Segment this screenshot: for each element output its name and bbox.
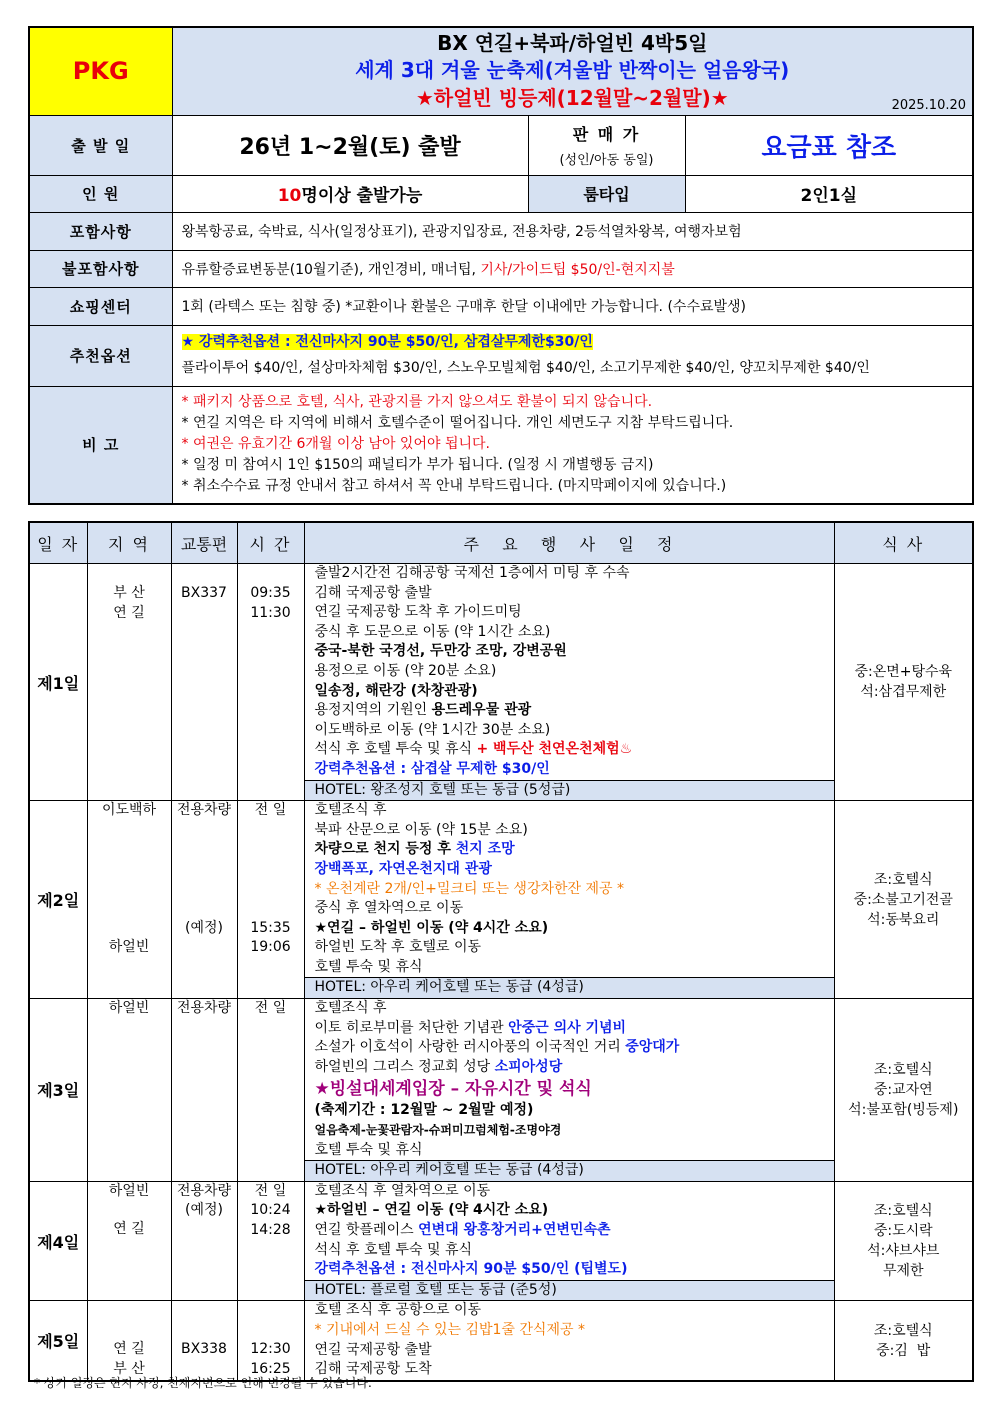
day-time [237, 1181, 304, 1301]
day-meal [834, 1181, 973, 1301]
day-row [29, 999, 973, 1182]
region-text: 하얼빈 [108, 1182, 150, 1199]
price-label [528, 115, 685, 175]
day-label: 제2일 [29, 801, 87, 999]
day-row [29, 801, 973, 999]
col-header-time: 시 간 [237, 522, 304, 564]
itinerary-line: 김해 국제공항 도착 [314, 1361, 432, 1378]
time-text: 전 일 [254, 802, 287, 819]
title-line-1: BX 연길+북파/하얼빈 4박5일 [437, 31, 708, 56]
time-text: 12:30 [250, 1341, 291, 1358]
day-transport [171, 999, 237, 1182]
time-text: 16:25 [250, 1360, 291, 1377]
meal-text: 조:호텔식 [873, 1322, 933, 1339]
note-line: * 일정 미 참여시 1인 $150의 패널티가 부가 됩니다. (일정 시 개별행동 금지) [181, 457, 654, 474]
hotel-line: HOTEL: 플로럴 호텔 또는 동급 (준5성) [305, 1280, 835, 1301]
meal-text: 무제한 [882, 1263, 924, 1280]
itinerary-line: 호텔 조식 후 공항으로 이동 [314, 1302, 482, 1319]
day-time [237, 801, 304, 999]
depart-label: 출 발 일 [29, 115, 172, 175]
day-time [237, 564, 304, 801]
itinerary-line: 연길 국제공항 출발 [314, 1341, 432, 1358]
depart-text: 26년 1~2월(토) 출발 [239, 134, 461, 160]
price-sub-text: (성인/아동 동일) [559, 153, 654, 168]
region-text: 부 산 [113, 1360, 145, 1377]
col-header-itinerary: 주 요 행 사 일 정 [304, 522, 834, 564]
meal-text: 중:소불고기전골 [853, 891, 953, 908]
itinerary-line: 차량으로 천지 등정 후 천지 조망 [314, 841, 515, 858]
itinerary-line: 호텔조식 후 열차역으로 이동 [314, 1182, 491, 1199]
col-header-day: 일 자 [29, 522, 87, 564]
note-line: * 취소수수료 규정 안내서 참고 하셔서 꼭 안내 부탁드립니다. (마지막페이지에 있습니다.) [181, 478, 727, 495]
region-text: 연 길 [113, 604, 145, 621]
time-text: 11:30 [250, 604, 291, 621]
meal-text: 석:샤브샤브 [867, 1243, 940, 1260]
people-label: 인 원 [29, 175, 172, 212]
day-meal [834, 564, 973, 801]
meal-text: 중:도시락 [873, 1223, 933, 1240]
meal-text: 석:불포함(빙등제) [848, 1101, 959, 1118]
schedule-table [28, 521, 974, 1382]
day-time [237, 999, 304, 1182]
day-label: 제3일 [29, 999, 87, 1182]
itinerary-line: 연길 핫플레이스 연변대 왕홍창거리+연변민속촌 [314, 1222, 611, 1238]
day-meal [834, 801, 973, 999]
time-text: 19:06 [250, 939, 291, 956]
hotel-line: HOTEL: 왕조성지 호텔 또는 동급 (5성급) [305, 780, 835, 801]
time-text: 전 일 [254, 1000, 287, 1017]
day-row [29, 1181, 973, 1301]
pkg-text: PKG [72, 57, 129, 86]
day-transport [171, 564, 237, 801]
itinerary-line: 얼음축제-눈꽃관람자-슈퍼미끄럼체험-조명야경 [314, 1123, 562, 1138]
day-time [237, 1301, 304, 1381]
itinerary-line: 용정으로 이동 (약 20분 소요) [314, 662, 497, 679]
pkg-label [29, 27, 172, 115]
time-text: 09:35 [250, 585, 291, 601]
day-transport [171, 801, 237, 999]
itinerary-line: * 온천계란 2개/인+밀크티 또는 생강차한잔 제공 * [314, 880, 624, 897]
itinerary-line: 석식 후 호텔 투숙 및 휴식 + 백두산 천연온천체험♨ [314, 741, 633, 758]
itinerary-line: 하얼빈 도착 후 호텔로 이동 [314, 939, 482, 956]
meal-text: 조:호텔식 [873, 1203, 933, 1220]
day-region [87, 1181, 171, 1301]
transport-text: 전용차량 [176, 802, 232, 819]
day-label: 제5일 [29, 1301, 87, 1381]
time-text: 14:28 [250, 1222, 291, 1238]
option-recommended: ★ 강력추천옵션 : 전신마사지 90분 $50/인, 삼겹살무제한$30/인 [181, 334, 593, 350]
itinerary-line: 중식 후 열차역으로 이동 [314, 900, 464, 917]
note-line: * 여권은 유효기간 6개월 이상 남아 있어야 됩니다. [181, 436, 490, 453]
itinerary-line: 강력추천옵션 : 전신마사지 90분 $50/인 (팁별도) [314, 1261, 628, 1278]
hotel-line: HOTEL: 아우리 케어호텔 또는 동급 (4성급) [305, 1160, 835, 1181]
title-block [172, 27, 973, 115]
itinerary-line: 출발2시간전 김해공항 국제선 1층에서 미팅 후 수속 [314, 565, 630, 581]
shop-label: 쇼핑센터 [29, 287, 172, 325]
meal-text: 조:호텔식 [873, 871, 933, 888]
document-date: 2025.10.20 [891, 97, 967, 113]
col-header-meal: 식 사 [834, 522, 973, 564]
itinerary-line: 용정지역의 기원인 용드레우물 관광 [314, 702, 532, 719]
itinerary-line: 이도백하로 이동 (약 1시간 30분 소요) [314, 721, 551, 738]
itinerary-line: 김해 국제공항 출발 [314, 584, 432, 601]
region-text: 하얼빈 [108, 1000, 150, 1017]
note-label: 비 고 [29, 386, 172, 504]
itinerary-line: 석식 후 호텔 투숙 및 휴식 [314, 1241, 472, 1258]
transport-text: BX337 [181, 585, 227, 601]
day-label: 제4일 [29, 1181, 87, 1301]
day-region [87, 1301, 171, 1381]
option-label: 추천옵션 [29, 325, 172, 386]
itinerary-line: 호텔 투숙 및 휴식 [314, 1141, 423, 1158]
day-transport [171, 1301, 237, 1381]
day-transport [171, 1181, 237, 1301]
note-line: * 연길 지역은 타 지역에 비해서 호텔수준이 떨어집니다. 개인 세면도구 지참 부탁드립니다. [181, 415, 734, 432]
room-label: 룸타입 [528, 175, 685, 212]
transport-text: 전용차량 [176, 1000, 232, 1017]
itinerary-line: 연길 국제공항 도착 후 가이드미팅 [314, 604, 522, 621]
time-text: 15:35 [250, 919, 291, 936]
exclude-value [172, 250, 973, 287]
option-list: 플라이투어 $40/인, 설상마차체험 $30/인, 스노우모빌체험 $40/인, 소고기무제한 $40/인, 양꼬치무제한 $40/인 [181, 360, 870, 376]
price-label-text: 판 매 가 [572, 125, 641, 144]
note-line: * 패키지 상품으로 호텔, 식사, 관광지를 가지 않으셔도 환불이 되지 않습니다. [181, 394, 653, 411]
region-text: 이도백하 [101, 802, 157, 819]
time-text: 10:24 [250, 1202, 291, 1219]
meal-text: 중:김 밥 [876, 1342, 931, 1359]
include-value: 왕복항공료, 숙박료, 식사(일정상표기), 관광지입장료, 전용차량, 2등석열차왕복, 여행자보험 [172, 212, 973, 250]
price-value-text: 요금표 참조 [761, 132, 897, 163]
info-table [28, 26, 974, 505]
itinerary-line: ★하얼빈 – 연길 이동 (약 4시간 소요) [314, 1202, 549, 1219]
day-itinerary [304, 801, 834, 999]
itinerary-line: 북파 산문으로 이동 (약 15분 소요) [314, 821, 528, 838]
exclude-tip-text: 기사/가이드팁 $50/인-현지지불 [480, 261, 675, 278]
itinerary-line: ★연길 – 하얼빈 이동 (약 4시간 소요) [314, 919, 549, 936]
exclude-label: 불포함사항 [29, 250, 172, 287]
day-itinerary [304, 1301, 834, 1381]
itinerary-line: 이토 히로부미를 처단한 기념관 안중근 의사 기념비 [314, 1019, 627, 1036]
itinerary-line: 장백폭포, 자연온천지대 관광 [314, 860, 492, 877]
people-text: 명이상 출발가능 [301, 186, 423, 206]
hotel-line: HOTEL: 아우리 케어호텔 또는 동급 (4성급) [305, 977, 835, 998]
depart-value [172, 115, 528, 175]
people-value [172, 175, 528, 212]
title-line-3: ★하얼빈 빙등제(12월말~2월말)★ [415, 86, 729, 111]
day-row [29, 1301, 973, 1381]
transport-text: BX338 [181, 1341, 227, 1358]
itinerary-line: 호텔조식 후 [314, 802, 387, 819]
itinerary-line: 중국-북한 국경선, 두만강 조망, 강변공원 [314, 643, 567, 660]
itinerary-line: 소설가 이호석이 사랑한 러시아풍의 이국적인 거리 중앙대가 [314, 1039, 680, 1056]
itinerary-line: * 기내에서 드실 수 있는 김밥1줄 간식제공 * [314, 1321, 585, 1338]
itinerary-line: 호텔조식 후 [314, 1000, 387, 1017]
meal-text: 석:동북요리 [867, 911, 940, 928]
room-value: 2인1실 [685, 175, 973, 212]
meal-text: 중:교자연 [873, 1081, 933, 1098]
region-text: 연 길 [113, 1341, 145, 1358]
day-meal [834, 999, 973, 1182]
note-value [172, 386, 973, 504]
transport-text: (예정) [185, 919, 223, 936]
day-region [87, 999, 171, 1182]
price-value [685, 115, 973, 175]
transport-text: 전용차량 [176, 1182, 232, 1199]
meal-text: 조:호텔식 [873, 1061, 933, 1078]
day-itinerary [304, 564, 834, 801]
itinerary-line: (축제기간 : 12월말 ~ 2월말 예정) [314, 1102, 534, 1119]
title-line-2: 세계 3대 겨울 눈축제(겨울밤 반짝이는 얼음왕국) [355, 58, 790, 83]
region-text: 부 산 [113, 585, 145, 601]
day-meal [834, 1301, 973, 1381]
itinerary-line: 일송정, 해란강 (차창관광) [314, 682, 478, 699]
day-region [87, 564, 171, 801]
col-header-transport: 교통편 [171, 522, 237, 564]
itinerary-line: 강력추천옵션 : 삼겹살 무제한 $30/인 [314, 760, 550, 777]
meal-text: 석:삼겹무제한 [860, 684, 947, 701]
day-row [29, 564, 973, 801]
meal-text: 중:온면+탕수육 [854, 664, 953, 681]
people-number: 10 [277, 186, 302, 206]
include-label: 포함사항 [29, 212, 172, 250]
option-value [172, 325, 973, 386]
col-header-region: 지 역 [87, 522, 171, 564]
day-region [87, 801, 171, 999]
transport-text: (예정) [185, 1202, 223, 1219]
itinerary-line: 하얼빈의 그리스 정교회 성당 소피아성당 [314, 1058, 563, 1075]
itinerary-line: 호텔 투숙 및 휴식 [314, 958, 423, 975]
day-label: 제1일 [29, 564, 87, 801]
footer-note: * 상기 일정은 현지 사정, 천재지변으로 인해 변경될 수 있습니다. [34, 1376, 372, 1390]
exclude-text: 유류할증료변동분(10월기준), 개인경비, 매너팁, [181, 261, 476, 278]
itinerary-line: 중식 후 도문으로 이동 (약 1시간 소요) [314, 623, 551, 640]
day-itinerary [304, 1181, 834, 1301]
region-text: 하얼빈 [108, 938, 150, 955]
region-text: 연 길 [113, 1221, 145, 1238]
shop-value: 1회 (라텍스 또는 침향 중) *교환이나 환불은 구매후 한달 이내에만 가능합니다. (수수료발생) [172, 287, 973, 325]
time-text: 전 일 [254, 1182, 287, 1199]
day-itinerary [304, 999, 834, 1182]
itinerary-line: ★빙설대세계입장 – 자유시간 및 석식 [314, 1079, 592, 1100]
